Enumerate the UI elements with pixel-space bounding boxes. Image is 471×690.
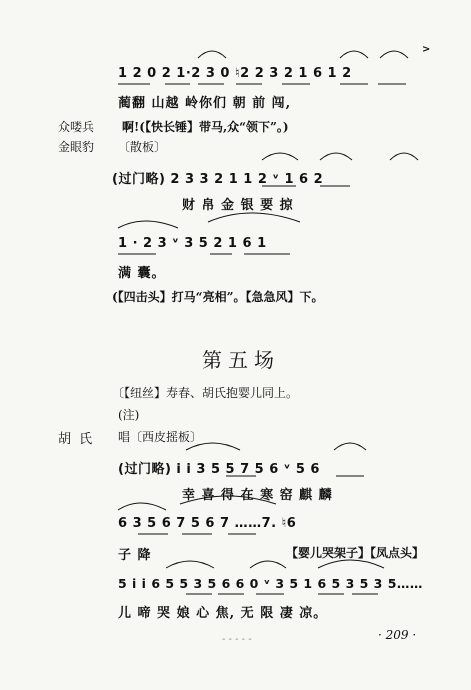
scene-title: 第五场 bbox=[202, 348, 280, 372]
lyric-row-1: 蔺翻 山越 岭你们 朝 前 闯, bbox=[118, 96, 292, 111]
speaker-zhoulou: 众喽兵 bbox=[58, 120, 95, 134]
stage-enter: 〔【纽丝】寿春、胡氏抱婴儿同上。 bbox=[112, 386, 299, 400]
stage-direction-1: (【四击头】打马“亮相”。【急急风】下。 bbox=[112, 290, 324, 304]
zhoulou-line: 啊!(【快长锤】带马,众“领下”。) bbox=[122, 120, 289, 134]
page-number: · 209 · bbox=[378, 628, 417, 642]
accent-mark: > bbox=[422, 44, 431, 55]
lyric-row-3: 满 囊。 bbox=[118, 266, 166, 281]
speaker-hushi: 胡 氏 bbox=[58, 432, 95, 447]
faint-footer-mark: - - - - - bbox=[222, 634, 252, 645]
speaker-jinyan: 金眼豹 bbox=[58, 140, 95, 154]
stage-direction-2: 【婴儿哭架子】【凤点头】 bbox=[286, 546, 425, 560]
lyric-row-4: 幸 喜 得 在 寒 窑 麒 麟 bbox=[182, 488, 333, 503]
scene-note: (注) bbox=[118, 408, 140, 422]
notation-row-6: 5 i i 6 5 5 3 5 6 6 0 ᵛ 3 5 1 6 5 3 5 3 5…… bbox=[118, 576, 423, 591]
lyric-row-6: 儿 啼 哭 娘 心 焦, 无 限 凄 凉。 bbox=[118, 606, 328, 621]
notation-row-5: 6 3 5 6 7 5 6 7 ……7. ♮6 bbox=[118, 516, 297, 531]
sings-direction: 唱〔西皮摇板〕 bbox=[118, 430, 203, 444]
lyric-row-2: 财 帛 金 银 要 掠 bbox=[182, 198, 294, 213]
notation-row-1: 1 2 0 2 1·2 3 0 ♮2 2 3 2 1 6 1 2 bbox=[118, 66, 352, 81]
notation-row-4: (过门略) i i 3 5 5 7 5 6 ᵛ 5 6 bbox=[118, 462, 320, 477]
notation-row-2: (过门略) 2 3 3 2 1 1 2 ᵛ 1 6 2 bbox=[112, 172, 324, 187]
jinyan-line: 〔散板〕 bbox=[118, 140, 167, 154]
lyric-row-5: 子 降 bbox=[118, 548, 152, 563]
notation-row-3: 1 · 2 3 ᵛ 3 5 2 1 6 1 bbox=[118, 236, 267, 251]
